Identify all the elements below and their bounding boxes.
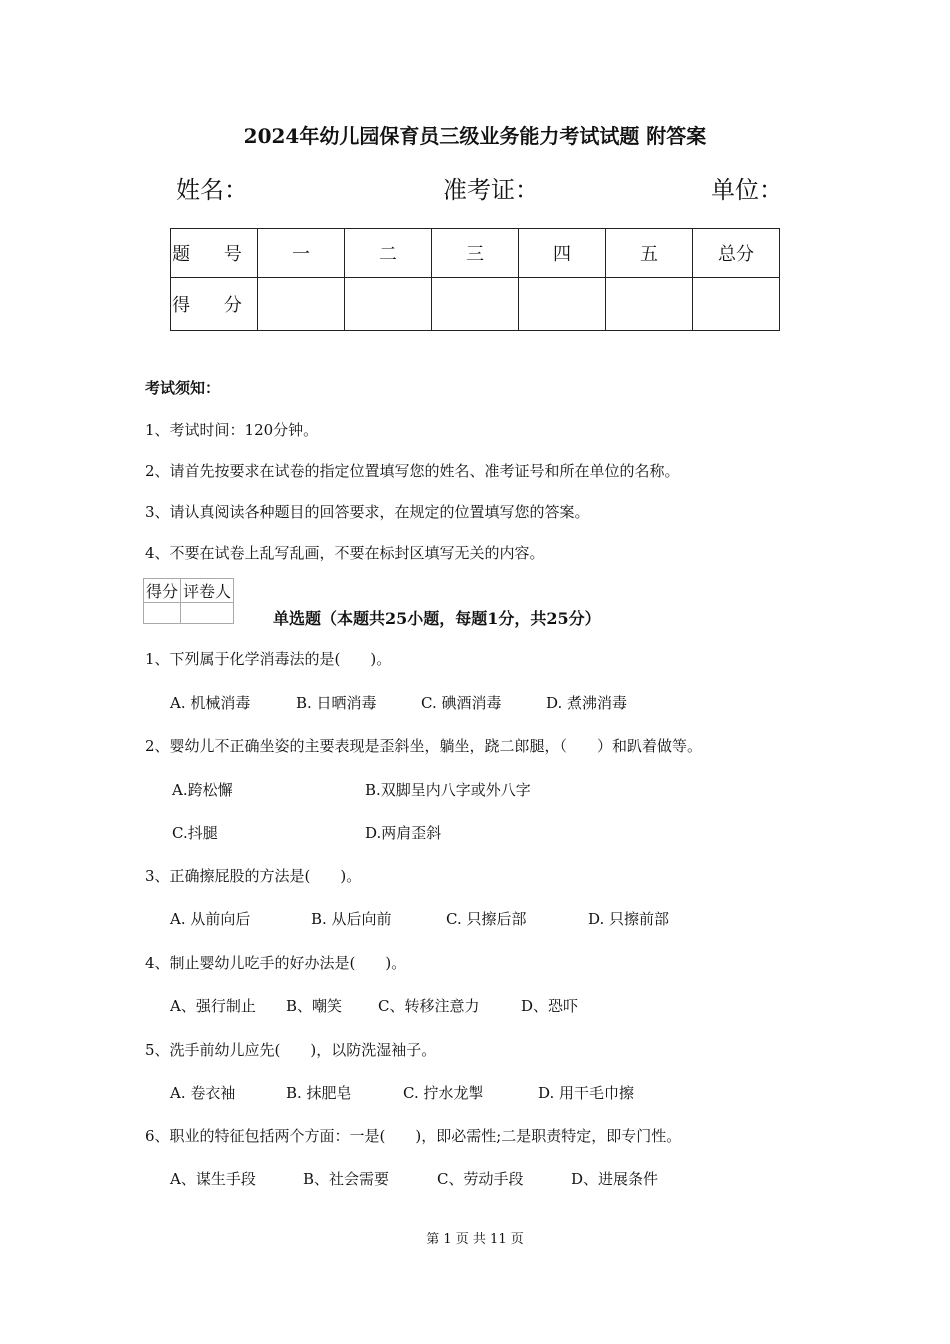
score-cell bbox=[432, 278, 519, 331]
notice-item: 3、请认真阅读各种题目的回答要求，在规定的位置填写您的答案。 bbox=[145, 503, 590, 521]
question-option: D. 煮沸消毒 bbox=[546, 694, 628, 712]
score-cell bbox=[606, 278, 693, 331]
score-table-header-cell: 二 bbox=[345, 229, 432, 278]
score-table-header-cell: 题 号 bbox=[171, 229, 258, 278]
score-table-header-cell: 一 bbox=[258, 229, 345, 278]
page-footer: 第 1 页 共 11 页 bbox=[426, 1232, 524, 1247]
question-option: D、恐吓 bbox=[521, 997, 579, 1015]
question-option: B、嘲笑 bbox=[286, 997, 343, 1015]
question-option: C、转移注意力 bbox=[378, 997, 480, 1015]
grader-reviewer-label: 评卷人 bbox=[181, 579, 234, 603]
unit-field-label: 单位： bbox=[711, 176, 783, 204]
question-stem: 2、婴幼儿不正确坐姿的主要表现是歪斜坐，躺坐，跷二郎腿，（ ）和趴着做等。 bbox=[145, 737, 703, 755]
question-option: D. 只擦前部 bbox=[588, 910, 670, 928]
notice-item: 4、不要在试卷上乱写乱画，不要在标封区填写无关的内容。 bbox=[145, 544, 545, 562]
notice-item: 1、考试时间：120分钟。 bbox=[145, 421, 319, 439]
notice-item: 2、请首先按要求在试卷的指定位置填写您的姓名、准考证号和所在单位的名称。 bbox=[145, 462, 680, 480]
question-stem: 3、正确擦屁股的方法是( )。 bbox=[145, 867, 362, 885]
name-field-label: 姓名： bbox=[176, 176, 248, 204]
question-option: B. 日晒消毒 bbox=[296, 694, 377, 712]
score-row-label: 得 分 bbox=[171, 278, 258, 331]
score-table-header-cell: 四 bbox=[519, 229, 606, 278]
question-option: C. 碘酒消毒 bbox=[421, 694, 502, 712]
grader-score-cell bbox=[144, 603, 181, 624]
question-stem: 4、制止婴幼儿吃手的好办法是( )。 bbox=[145, 954, 407, 972]
score-table-header-cell: 总分 bbox=[693, 229, 780, 278]
question-option: C、劳动手段 bbox=[437, 1170, 524, 1188]
question-option: A. 机械消毒 bbox=[170, 694, 251, 712]
question-option: A. 从前向后 bbox=[170, 910, 251, 928]
score-cell bbox=[345, 278, 432, 331]
question-option: A. 卷衣袖 bbox=[170, 1084, 236, 1102]
document-title: 2024年幼儿园保育员三级业务能力考试试题 附答案 bbox=[243, 124, 707, 148]
score-table-score-row bbox=[171, 278, 780, 331]
question-option: C. 只擦后部 bbox=[446, 910, 527, 928]
notice-heading: 考试须知： bbox=[145, 379, 221, 397]
question-stem: 1、下列属于化学消毒法的是( )。 bbox=[145, 650, 392, 668]
score-cell bbox=[693, 278, 780, 331]
score-table-header-cell: 三 bbox=[432, 229, 519, 278]
grader-reviewer-cell bbox=[181, 603, 234, 624]
question-option: D、进展条件 bbox=[571, 1170, 659, 1188]
question-option: C.抖腿 bbox=[172, 824, 218, 842]
grader-box bbox=[143, 578, 234, 624]
question-option: A、强行制止 bbox=[170, 997, 256, 1015]
question-option: B. 从后向前 bbox=[311, 910, 392, 928]
question-option: D. 用干毛巾擦 bbox=[538, 1084, 635, 1102]
question-option: B.双脚呈内八字或外八字 bbox=[365, 781, 531, 799]
score-table-header-row bbox=[171, 229, 780, 278]
question-option: A、谋生手段 bbox=[170, 1170, 256, 1188]
question-option: A.跨松懈 bbox=[172, 781, 233, 799]
question-option: C. 拧水龙掣 bbox=[403, 1084, 484, 1102]
question-option: B、社会需要 bbox=[303, 1170, 390, 1188]
question-stem: 5、洗手前幼儿应先( )，以防洗湿袖子。 bbox=[145, 1041, 437, 1059]
exam-id-field-label: 准考证： bbox=[443, 176, 539, 204]
score-table-header-cell: 五 bbox=[606, 229, 693, 278]
question-option: B. 抹肥皂 bbox=[286, 1084, 352, 1102]
grader-score-label: 得分 bbox=[144, 579, 181, 603]
score-cell bbox=[519, 278, 606, 331]
question-stem: 6、职业的特征包括两个方面：一是( )，即必需性;二是职责特定，即专门性。 bbox=[145, 1127, 682, 1145]
score-table bbox=[170, 228, 780, 331]
section-title: 单选题（本题共25小题，每题1分，共25分） bbox=[273, 609, 601, 628]
score-cell bbox=[258, 278, 345, 331]
question-option: D.两肩歪斜 bbox=[365, 824, 442, 842]
